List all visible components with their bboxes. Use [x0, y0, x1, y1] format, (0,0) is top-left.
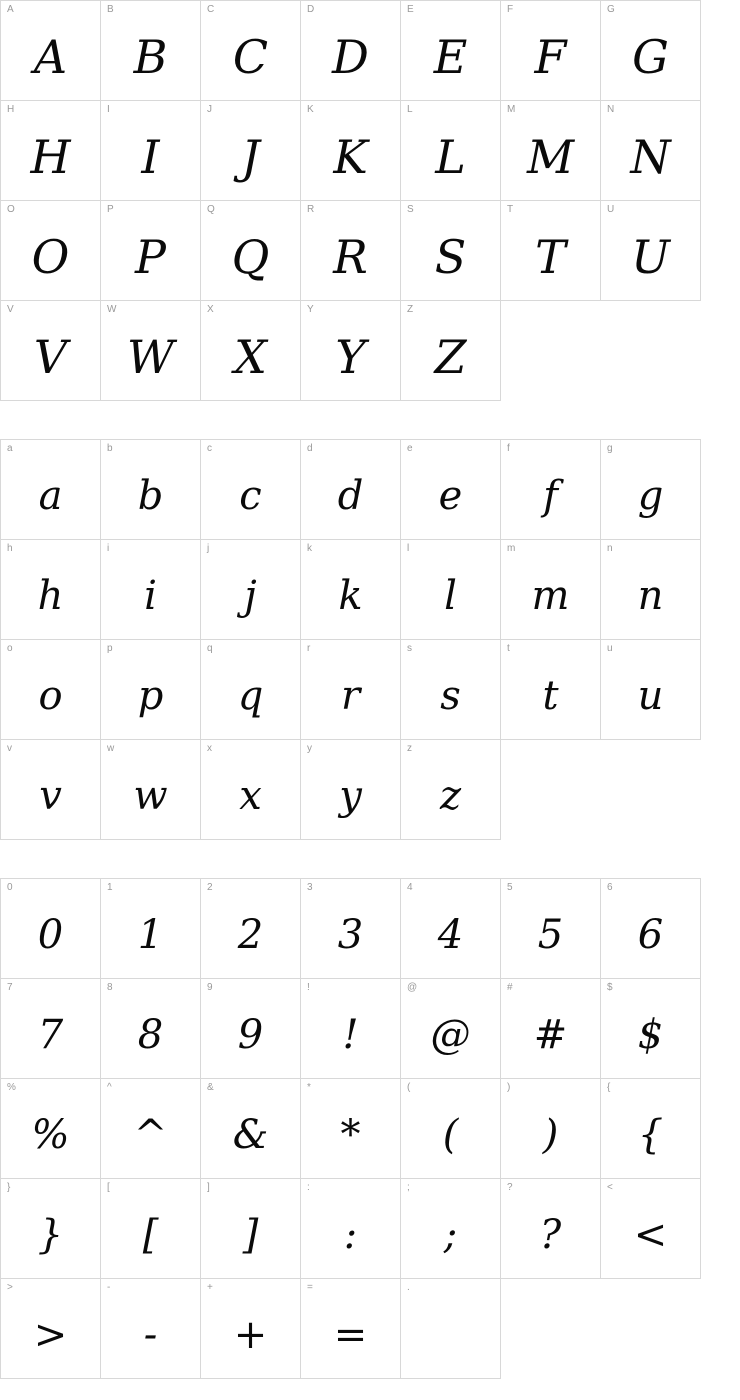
glyph-render: z: [439, 773, 462, 819]
glyph-code-label: u: [607, 643, 613, 654]
glyph-cell[interactable]: [101, 1079, 201, 1179]
glyph-render: k: [338, 573, 363, 619]
glyph-render: l: [444, 573, 457, 619]
glyph-code-label: ): [507, 1082, 511, 1093]
glyph-cell[interactable]: [201, 440, 301, 540]
glyph-render: y: [339, 773, 362, 819]
glyph-code-label: t: [507, 643, 510, 654]
glyph-cell[interactable]: [401, 979, 501, 1079]
glyph-code-label: E: [407, 4, 414, 15]
charmap-row: [1, 1279, 501, 1379]
charmap-row: [1, 979, 701, 1079]
glyph-cell[interactable]: [401, 740, 501, 840]
glyph-cell[interactable]: [301, 879, 401, 979]
glyph-cell[interactable]: [401, 879, 501, 979]
glyph-render: Q: [231, 230, 270, 284]
glyph-render: [: [142, 1212, 159, 1258]
glyph-code-label: r: [307, 643, 311, 654]
glyph-render: >: [33, 1312, 68, 1358]
glyph-code-label: T: [507, 204, 514, 215]
glyph-code-label: 4: [407, 882, 413, 893]
glyph-render: v: [39, 773, 62, 819]
glyph-code-label: =: [307, 1282, 313, 1293]
glyph-cell[interactable]: [301, 979, 401, 1079]
glyph-render: I: [141, 130, 160, 184]
glyph-cell[interactable]: [101, 1179, 201, 1279]
glyph-render: X: [234, 330, 267, 384]
glyph-code-label: ?: [507, 1182, 513, 1193]
glyph-render: w: [133, 773, 168, 819]
glyph-cell[interactable]: [401, 301, 501, 401]
glyph-cell[interactable]: [401, 440, 501, 540]
glyph-code-label: ^: [107, 1082, 112, 1093]
glyph-cell[interactable]: [101, 1, 201, 101]
glyph-render: <: [633, 1212, 668, 1258]
glyph-render: 0: [37, 912, 64, 958]
glyph-cell[interactable]: [401, 101, 501, 201]
glyph-cell[interactable]: [301, 540, 401, 640]
glyph-cell[interactable]: [601, 1, 701, 101]
glyph-code-label: j: [207, 543, 210, 554]
glyph-cell[interactable]: [501, 101, 601, 201]
glyph-render: s: [440, 673, 461, 719]
glyph-code-label: (: [407, 1082, 411, 1093]
glyph-render: n: [637, 573, 664, 619]
glyph-cell[interactable]: [401, 1079, 501, 1179]
glyph-cell[interactable]: [501, 201, 601, 301]
glyph-code-label: #: [507, 982, 513, 993]
glyph-render: R: [333, 230, 368, 284]
glyph-cell[interactable]: [201, 879, 301, 979]
glyph-render: E: [433, 30, 468, 84]
glyph-cell[interactable]: [1, 879, 101, 979]
glyph-code-label: e: [407, 443, 413, 454]
glyph-render: Z: [434, 330, 467, 384]
glyph-code-label: 3: [307, 882, 313, 893]
glyph-cell[interactable]: [201, 101, 301, 201]
glyph-render: 8: [137, 1012, 164, 1058]
glyph-cell[interactable]: [601, 879, 701, 979]
glyph-render: d: [337, 473, 364, 519]
glyph-render: F: [534, 30, 567, 84]
glyph-render: P: [135, 230, 166, 284]
glyph-cell[interactable]: [401, 1, 501, 101]
glyph-render: O: [31, 230, 70, 284]
glyph-cell[interactable]: [601, 1179, 701, 1279]
glyph-code-label: O: [7, 204, 15, 215]
glyph-code-label: G: [607, 4, 615, 15]
glyph-code-label: l: [407, 543, 410, 554]
glyph-render: [401, 1295, 500, 1375]
glyph-code-label: V: [7, 304, 14, 315]
glyph-render: T: [535, 230, 566, 284]
glyph-code-label: 7: [7, 982, 13, 993]
glyph-cell[interactable]: [201, 1, 301, 101]
glyph-cell[interactable]: [401, 1279, 501, 1379]
glyph-code-label: n: [607, 543, 613, 554]
glyph-cell[interactable]: [101, 640, 201, 740]
glyph-cell[interactable]: [101, 201, 201, 301]
glyph-cell[interactable]: [1, 640, 101, 740]
glyph-code-label: L: [407, 104, 413, 115]
glyph-code-label: g: [607, 443, 613, 454]
glyph-cell[interactable]: [1, 740, 101, 840]
glyph-render: 2: [237, 912, 264, 958]
glyph-cell[interactable]: [301, 740, 401, 840]
glyph-cell[interactable]: [1, 101, 101, 201]
glyph-render: %: [31, 1112, 70, 1158]
glyph-code-label: M: [507, 104, 516, 115]
glyph-render: =: [333, 1312, 368, 1358]
glyph-code-label: v: [7, 743, 12, 754]
glyph-cell[interactable]: [201, 979, 301, 1079]
glyph-code-label: k: [307, 543, 312, 554]
glyph-cell[interactable]: [201, 1079, 301, 1179]
glyph-render: e: [438, 473, 463, 519]
glyph-code-label: a: [7, 443, 13, 454]
glyph-code-label: o: [7, 643, 13, 654]
glyph-code-label: I: [107, 104, 110, 115]
glyph-code-label: F: [507, 4, 514, 15]
block-spacer: [0, 401, 740, 439]
glyph-cell[interactable]: [201, 301, 301, 401]
glyph-code-label: ;: [407, 1182, 410, 1193]
glyph-cell[interactable]: [401, 640, 501, 740]
glyph-render: 5: [537, 912, 564, 958]
glyph-cell[interactable]: [1, 201, 101, 301]
glyph-cell[interactable]: [101, 540, 201, 640]
glyph-code-label: Z: [407, 304, 414, 315]
glyph-render: x: [239, 773, 262, 819]
glyph-cell[interactable]: [1, 1279, 101, 1379]
glyph-cell[interactable]: [201, 540, 301, 640]
glyph-cell[interactable]: [301, 440, 401, 540]
glyph-code-label: f: [507, 443, 510, 454]
glyph-code-label: +: [207, 1282, 213, 1293]
glyph-code-label: {: [607, 1082, 611, 1093]
glyph-code-label: c: [207, 443, 212, 454]
charmap-row: [1, 879, 701, 979]
glyph-code-label: X: [207, 304, 214, 315]
glyph-cell[interactable]: [1, 301, 101, 401]
glyph-cell[interactable]: [501, 1, 601, 101]
glyph-code-label: <: [607, 1182, 613, 1193]
glyph-code-label: >: [7, 1282, 13, 1293]
glyph-render: &: [232, 1112, 269, 1158]
glyph-cell[interactable]: [501, 640, 601, 740]
glyph-cell[interactable]: [301, 1079, 401, 1179]
glyph-render: C: [232, 30, 269, 84]
glyph-code-label: x: [207, 743, 212, 754]
glyph-render: a: [38, 473, 63, 519]
glyph-cell[interactable]: [201, 1179, 301, 1279]
glyph-code-label: A: [7, 4, 14, 15]
glyph-cell[interactable]: [101, 740, 201, 840]
glyph-cell[interactable]: [601, 540, 701, 640]
glyph-render: h: [37, 573, 64, 619]
glyph-render: :: [343, 1212, 358, 1258]
glyph-render: N: [630, 130, 671, 184]
glyph-code-label: 0: [7, 882, 13, 893]
charmap-row: [1, 540, 701, 640]
glyph-render: @: [430, 1012, 471, 1058]
glyph-cell[interactable]: [301, 301, 401, 401]
glyph-render: }: [37, 1212, 64, 1258]
glyph-code-label: b: [107, 443, 113, 454]
glyph-code-label: S: [407, 204, 414, 215]
glyph-code-label: h: [7, 543, 13, 554]
charmap-block-lowercase: [0, 439, 701, 840]
glyph-cell[interactable]: [501, 1179, 601, 1279]
glyph-code-label: [: [107, 1182, 110, 1193]
glyph-code-label: 2: [207, 882, 213, 893]
glyph-code-label: 5: [507, 882, 513, 893]
glyph-render: u: [637, 673, 664, 719]
glyph-code-label: H: [7, 104, 15, 115]
charmap-row: [1, 740, 501, 840]
glyph-render: 7: [37, 1012, 64, 1058]
glyph-cell[interactable]: [201, 640, 301, 740]
glyph-code-label: z: [407, 743, 412, 754]
glyph-cell[interactable]: [1, 1179, 101, 1279]
glyph-code-label: 1: [107, 882, 113, 893]
glyph-code-label: y: [307, 743, 312, 754]
glyph-render: -: [143, 1312, 158, 1358]
glyph-code-label: R: [307, 204, 315, 215]
glyph-code-label: D: [307, 4, 315, 15]
glyph-cell[interactable]: [501, 879, 601, 979]
glyph-render: m: [531, 573, 570, 619]
glyph-code-label: N: [607, 104, 615, 115]
glyph-code-label: U: [607, 204, 615, 215]
glyph-render: !: [342, 1012, 359, 1058]
glyph-cell[interactable]: [101, 1279, 201, 1379]
glyph-render: 1: [137, 912, 164, 958]
glyph-cell[interactable]: [1, 1, 101, 101]
glyph-render: ?: [539, 1212, 562, 1258]
glyph-render: G: [632, 30, 669, 84]
glyph-code-label: :: [307, 1182, 310, 1193]
glyph-code-label: 9: [207, 982, 213, 993]
glyph-code-label: &: [207, 1082, 214, 1093]
glyph-code-label: K: [307, 104, 314, 115]
glyph-render: U: [631, 230, 670, 284]
glyph-code-label: J: [207, 104, 212, 115]
glyph-cell[interactable]: [401, 201, 501, 301]
glyph-cell[interactable]: [301, 201, 401, 301]
glyph-render: D: [332, 30, 369, 84]
charmap-row: [1, 201, 701, 301]
glyph-render: K: [333, 130, 368, 184]
glyph-code-label: w: [107, 743, 115, 754]
glyph-cell[interactable]: [1, 540, 101, 640]
glyph-cell[interactable]: [301, 640, 401, 740]
glyph-code-label: q: [207, 643, 213, 654]
glyph-render: o: [38, 673, 63, 719]
glyph-cell[interactable]: [301, 1179, 401, 1279]
glyph-cell[interactable]: [501, 1079, 601, 1179]
glyph-render: 6: [637, 912, 664, 958]
glyph-code-label: p: [107, 643, 113, 654]
glyph-render: L: [435, 130, 466, 184]
glyph-code-label: 6: [607, 882, 613, 893]
glyph-code-label: !: [307, 982, 310, 993]
glyph-code-label: d: [307, 443, 313, 454]
glyph-render: (: [442, 1112, 459, 1158]
glyph-code-label: Q: [207, 204, 215, 215]
glyph-cell[interactable]: [401, 540, 501, 640]
glyph-cell[interactable]: [101, 301, 201, 401]
glyph-render: f: [543, 473, 558, 519]
glyph-cell[interactable]: [601, 201, 701, 301]
glyph-code-label: ]: [207, 1182, 210, 1193]
block-spacer: [0, 840, 740, 878]
glyph-code-label: P: [107, 204, 114, 215]
glyph-cell[interactable]: [101, 979, 201, 1079]
glyph-code-label: i: [107, 543, 110, 554]
glyph-render: p: [137, 673, 164, 719]
glyph-cell[interactable]: [301, 1, 401, 101]
glyph-render: ^: [133, 1112, 168, 1158]
glyph-render: ]: [242, 1212, 259, 1258]
glyph-cell[interactable]: [101, 879, 201, 979]
glyph-render: {: [637, 1112, 664, 1158]
glyph-render: ;: [443, 1212, 458, 1258]
glyph-cell[interactable]: [601, 979, 701, 1079]
glyph-cell[interactable]: [601, 640, 701, 740]
glyph-render: B: [133, 30, 168, 84]
glyph-code-label: }: [7, 1182, 11, 1193]
charmap-row: [1, 1079, 701, 1179]
glyph-render: H: [30, 130, 71, 184]
glyph-render: r: [340, 673, 361, 719]
glyph-render: g: [637, 473, 664, 519]
glyph-code-label: B: [107, 4, 114, 15]
glyph-render: *: [340, 1112, 361, 1158]
glyph-render: $: [637, 1012, 664, 1058]
glyph-cell[interactable]: [401, 1179, 501, 1279]
glyph-render: #: [533, 1012, 568, 1058]
glyph-cell[interactable]: [601, 101, 701, 201]
glyph-code-label: @: [407, 982, 418, 993]
glyph-render: Y: [335, 330, 366, 384]
glyph-cell[interactable]: [1, 440, 101, 540]
glyph-code-label: -: [107, 1282, 111, 1293]
glyph-cell[interactable]: [601, 440, 701, 540]
glyph-code-label: .: [407, 1282, 410, 1293]
charmap-row: [1, 440, 701, 540]
glyph-code-label: $: [607, 982, 613, 993]
glyph-code-label: C: [207, 4, 215, 15]
charmap-row: [1, 101, 701, 201]
glyph-render: +: [233, 1312, 268, 1358]
glyph-cell[interactable]: [1, 1079, 101, 1179]
glyph-render: 9: [237, 1012, 264, 1058]
glyph-cell[interactable]: [301, 101, 401, 201]
glyph-cell[interactable]: [101, 101, 201, 201]
glyph-code-label: s: [407, 643, 412, 654]
glyph-cell[interactable]: [101, 440, 201, 540]
glyph-code-label: Y: [307, 304, 314, 315]
glyph-render: ): [542, 1112, 559, 1158]
glyph-cell[interactable]: [201, 1279, 301, 1379]
glyph-render: V: [33, 330, 68, 384]
glyph-cell[interactable]: [601, 1079, 701, 1179]
glyph-cell[interactable]: [301, 1279, 401, 1379]
glyph-cell[interactable]: [501, 540, 601, 640]
glyph-code-label: m: [507, 543, 516, 554]
glyph-render: j: [244, 573, 257, 619]
glyph-code-label: *: [307, 1082, 311, 1093]
charmap-row: [1, 1, 701, 101]
glyph-cell[interactable]: [1, 979, 101, 1079]
glyph-render: b: [137, 473, 164, 519]
glyph-code-label: 8: [107, 982, 113, 993]
charmap-row: [1, 1179, 701, 1279]
glyph-render: c: [239, 473, 262, 519]
glyph-render: 4: [437, 912, 464, 958]
glyph-render: S: [434, 230, 467, 284]
glyph-render: A: [33, 30, 68, 84]
glyph-render: i: [144, 573, 157, 619]
charmap-row: [1, 640, 701, 740]
glyph-cell[interactable]: [501, 440, 601, 540]
glyph-cell[interactable]: [201, 740, 301, 840]
glyph-render: M: [526, 130, 575, 184]
glyph-cell[interactable]: [501, 979, 601, 1079]
charmap-block-digits-and-symbols: [0, 878, 701, 1379]
charmap-block-uppercase: [0, 0, 701, 401]
charmap-row: [1, 301, 501, 401]
glyph-render: J: [241, 130, 260, 184]
glyph-render: W: [126, 330, 175, 384]
glyph-render: q: [237, 673, 264, 719]
glyph-code-label: %: [7, 1082, 16, 1093]
glyph-render: 3: [337, 912, 364, 958]
glyph-code-label: W: [107, 304, 117, 315]
glyph-render: t: [542, 673, 559, 719]
glyph-cell[interactable]: [201, 201, 301, 301]
